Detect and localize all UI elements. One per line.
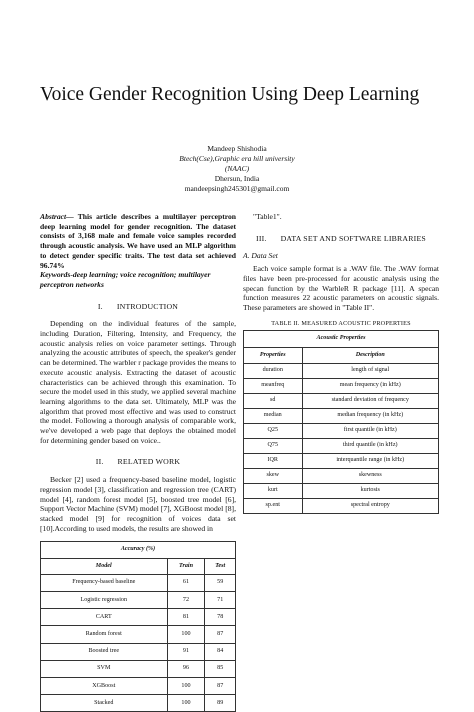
author-affiliation-2: (NAAC): [224, 164, 250, 173]
table-row: [244, 408, 439, 423]
table-row: [244, 498, 439, 513]
paper-title: Voice Gender Recognition Using Deep Learning: [40, 84, 420, 105]
table-row: [41, 695, 236, 712]
table-row: [244, 438, 439, 453]
author-affiliation: Btech(Cse),Graphic era hill university: [179, 154, 295, 163]
table-cell: 100: [167, 695, 205, 712]
table-title: Accuracy (%): [41, 542, 236, 558]
table-cell: 84: [205, 643, 236, 660]
table-row: [244, 393, 439, 408]
abstract: [40, 212, 236, 270]
table-cell: 96: [167, 660, 205, 677]
table-cell: kurt: [244, 483, 303, 498]
table-cell: sd: [244, 393, 303, 408]
table-cell: median frequency (in kHz): [302, 408, 439, 423]
table-row: [244, 423, 439, 438]
table-cell: Random forest: [41, 626, 168, 643]
table-row: [244, 453, 439, 468]
author-location: Dhersun, India: [214, 174, 260, 183]
table-row: [41, 678, 236, 695]
acoustic-properties-table: [243, 330, 439, 513]
table-cell: 61: [167, 574, 205, 591]
table-cell: Q75: [244, 438, 303, 453]
left-column: [40, 212, 236, 712]
table-cell: Q25: [244, 423, 303, 438]
table-cell: skewness: [302, 468, 439, 483]
author-name: Mandeep Shishodia: [207, 144, 267, 153]
author-email: mandeepsingh245301@gmail.com: [184, 184, 290, 193]
table-cell: Boosted tree: [41, 643, 168, 660]
table-row: [244, 483, 439, 498]
table-cell: kurtosis: [302, 483, 439, 498]
table-row: [41, 574, 236, 591]
section-title: INTRODUCTION: [116, 301, 179, 311]
author-block: [0, 144, 474, 194]
section-title: DATA SET AND SOFTWARE LIBRARIES: [280, 233, 426, 243]
table-cell: median: [244, 408, 303, 423]
table-cell: spectral entropy: [302, 498, 439, 513]
table-header: Test: [205, 558, 236, 574]
table-cell: mean frequency (in kHz): [302, 378, 439, 393]
table-cell: 87: [205, 678, 236, 695]
table-cell: sp.ent: [244, 498, 303, 513]
table-cell: first quantile (in kHz): [302, 423, 439, 438]
table-cell: interquantile range (in kHz): [302, 453, 439, 468]
table-cell: 59: [205, 574, 236, 591]
section-heading-introduction: [40, 302, 236, 312]
table-cell: third quantile (in kHz): [302, 438, 439, 453]
table-cell: length of signal: [302, 363, 439, 378]
table-cell: 100: [167, 626, 205, 643]
table-cell: IQR: [244, 453, 303, 468]
table-cell: 71: [205, 592, 236, 609]
table-cell: 87: [205, 626, 236, 643]
right-column: [243, 212, 439, 514]
table-cell: 72: [167, 592, 205, 609]
table-cell: Logistic regression: [41, 592, 168, 609]
table-row: [244, 378, 439, 393]
table-cell: 89: [205, 695, 236, 712]
abstract-lead: Abstract—: [40, 212, 74, 221]
accuracy-table: [40, 541, 236, 712]
table-row: [41, 643, 236, 660]
related-work-text: Becker [2] used a frequency-based baseline model, logistic regression model [3], classification and regression tree (CART) model [4], random forest model [5], boosted tree model [6], Support Vector Machine (SVM) model [7], XGBoost model [8], stacked model [9] for recognition of voices data set [10].According to used models, the results are showed in: [40, 475, 236, 533]
continued-text: "Table1".: [253, 212, 282, 221]
section-title: RELATED WORK: [117, 457, 181, 467]
table-cell: meanfreq: [244, 378, 303, 393]
section-number: II.: [95, 457, 104, 467]
subsection-heading: A. Data Set: [243, 251, 278, 261]
keywords: Keywords-deep learning; voice recognition; multilayer perceptron networks: [40, 270, 211, 289]
table-title: Acoustic Properties: [244, 331, 439, 347]
table-cell: CART: [41, 609, 168, 626]
table-cell: standard deviation of frequency: [302, 393, 439, 408]
abstract-text: This article describes a multilayer perceptron deep learning model for gender recognition. The dataset consists of 3,168 male and female voice samples recorded through acoustic analysis. We have used an MLP algorithm to detect gender specific traits. The test data set achieved 96.74%: [40, 212, 236, 270]
table-cell: duration: [244, 363, 303, 378]
table-header: Train: [167, 558, 205, 574]
section-heading-dataset: [243, 234, 439, 244]
table-header: Properties: [244, 347, 303, 363]
table-row: [41, 626, 236, 643]
dataset-text: Each voice sample format is a .WAV file. The .WAV format files have been pre-processed for acoustic analysis using the specan function by the WarbleR R package [11]. A specan function measures 22 acoustic parameters on acoustic signals. These parameters are showed in "Table II".: [243, 264, 439, 312]
table-cell: 81: [167, 609, 205, 626]
section-number: I.: [97, 301, 103, 311]
table-header: Description: [302, 347, 439, 363]
section-number: III.: [256, 233, 267, 243]
table-cell: Frequency-based baseline: [41, 574, 168, 591]
introduction-text: Depending on the individual features of the sample, including Duration, Filtering, Intensity, and Frequency, the acoustic analysis relies on voice parameter settings. Through analyzing the acoustic attributes of speech, the speaker's gender can be determined. The warbler r package provides the means to execute acoustic analysis. Extracting the dataset of acoustic characteristics can be achieved through this examination. To secure the model used in this study, we applied several machine learning algorithms to the data set. Ultimately, MLP was the algorithm that proved most effective and was used to construct the model. Following a thorough analysis of comparable work, we've developed a web page that deploys the obtained model for determining gender based on voice..: [40, 319, 236, 445]
table-row: [41, 592, 236, 609]
table-cell: Stacked: [41, 695, 168, 712]
table-row: [41, 609, 236, 626]
table-cell: XGBoost: [41, 678, 168, 695]
table-cell: SVM: [41, 660, 168, 677]
table-row: [244, 363, 439, 378]
table-cell: 91: [167, 643, 205, 660]
table-cell: 85: [205, 660, 236, 677]
section-heading-related-work: [40, 457, 236, 467]
table-cell: 78: [205, 609, 236, 626]
table-cell: 100: [167, 678, 205, 695]
table-header: Model: [41, 558, 168, 574]
table-row: [244, 468, 439, 483]
table-caption: TABLE II. MEASURED ACOUSTIC PROPERTIES: [271, 319, 411, 327]
table-row: [41, 660, 236, 677]
table-cell: skew: [244, 468, 303, 483]
